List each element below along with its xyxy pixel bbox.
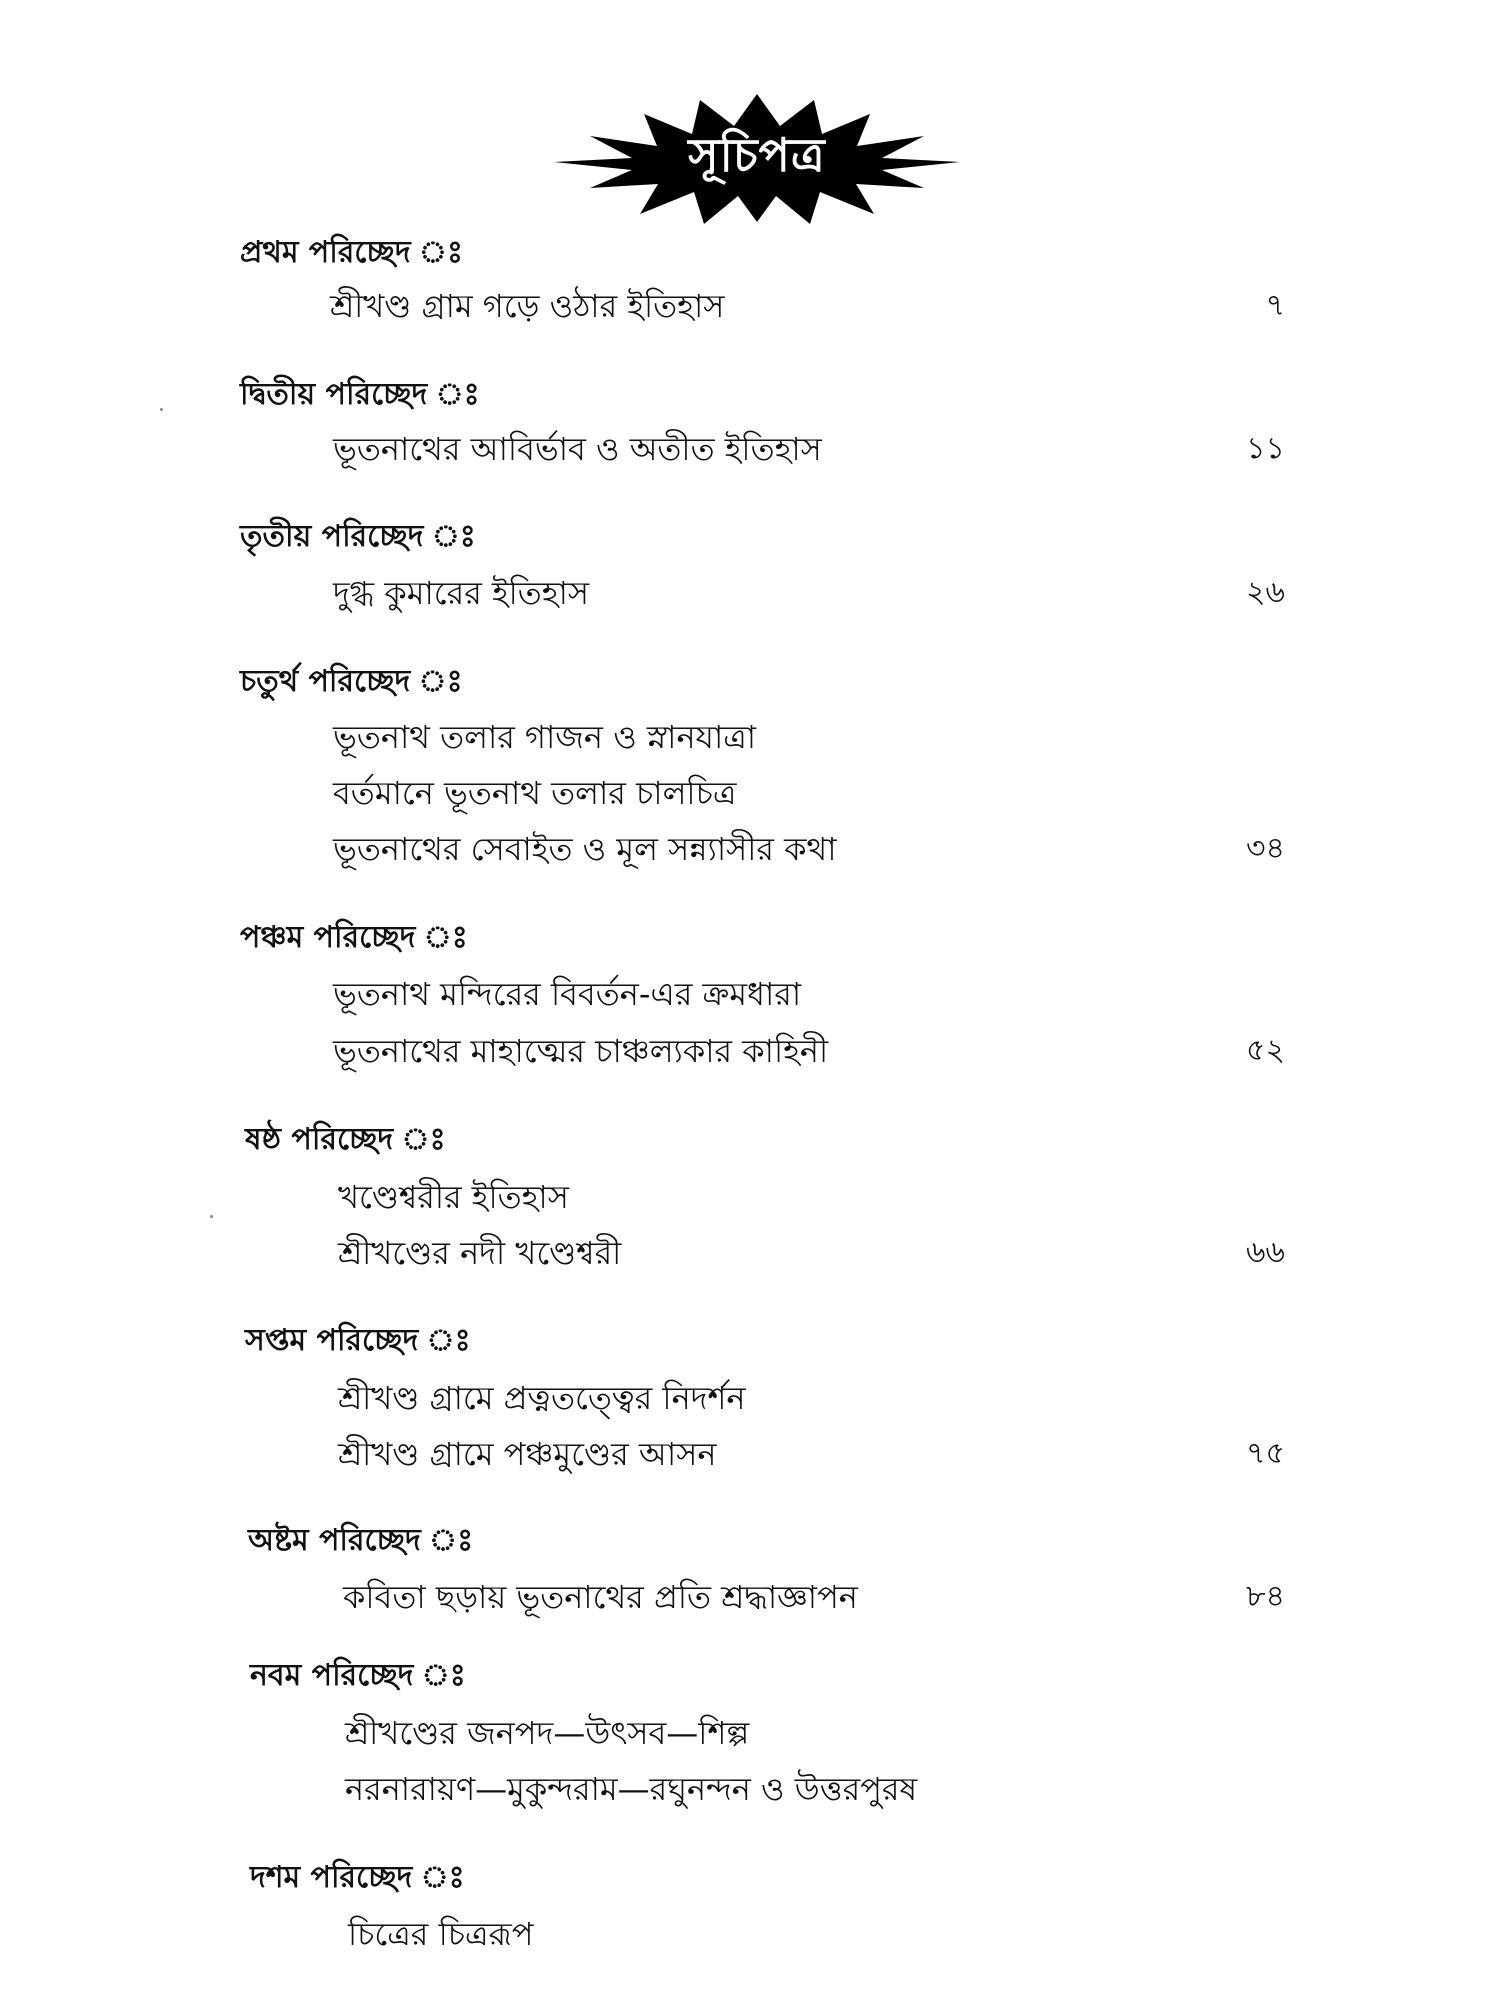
- chapter-heading: ষষ্ঠ পরিচ্ছেদ ঃ: [245, 1122, 446, 1157]
- page-number: ১১: [1246, 431, 1285, 466]
- chapter-entry: শ্রীখণ্ড গ্রামে পঞ্চমুণ্ডের আসন: [338, 1435, 717, 1473]
- chapter-heading: সপ্তম পরিচ্ছেদ ঃ: [245, 1323, 471, 1358]
- scan-speck: [160, 408, 163, 411]
- chapter-entry: ভূতনাথ তলার গাজন ও স্নানযাত্রা: [333, 718, 757, 756]
- page-number: ৭: [1265, 288, 1285, 323]
- chapter-entry: বর্তমানে ভূতনাথ তলার চালচিত্র: [333, 774, 737, 812]
- chapter-heading: পঞ্চম পরিচ্ছেদ ঃ: [240, 920, 468, 955]
- chapter-heading: নবম পরিচ্ছেদ ঃ: [250, 1658, 466, 1693]
- chapter-entry: খণ্ডেশ্বরীর ইতিহাস: [338, 1178, 569, 1216]
- chapter-entry: ভূতনাথ মন্দিরের বিবর্তন-এর ক্রমধারা: [333, 975, 802, 1013]
- chapter-heading: দশম পরিচ্ছেদ ঃ: [250, 1860, 465, 1895]
- chapter-entry: ভূতনাথের মাহাত্মের চাঞ্চল্যকার কাহিনী: [333, 1032, 829, 1070]
- chapter-entry: ভূতনাথের আবির্ভাব ও অতীত ইতিহাস: [333, 430, 822, 468]
- page-number: ৫২: [1246, 1033, 1285, 1068]
- chapter-entry: শ্রীখণ্ডের নদী খণ্ডেশ্বরী: [338, 1234, 622, 1272]
- chapter-entry: শ্রীখণ্ড গ্রাম গড়ে ওঠার ইতিহাস: [330, 287, 725, 325]
- chapter-entry: শ্রীখণ্ড গ্রামে প্রত্নতত্ত্বের নিদর্শন: [338, 1379, 746, 1417]
- chapter-entry: কবিতা ছড়ায় ভূতনাথের প্রতি শ্রদ্ধাজ্ঞাপন: [343, 1578, 858, 1616]
- scan-speck: [210, 1215, 213, 1218]
- page-number: ৬৬: [1245, 1235, 1285, 1270]
- page-number: ৩৪: [1246, 831, 1285, 866]
- chapter-entry: ভূতনাথের সেবাইত ও মূল সন্ন্যাসীর কথা: [333, 830, 837, 868]
- page-number: ২৬: [1245, 575, 1285, 610]
- chapter-entry: নরনারায়ণ—মুকুন্দরাম—রঘুনন্দন ও উত্তরপুরষ: [345, 1770, 918, 1808]
- chapter-entry: দুগ্ধ কুমারের ইতিহাস: [333, 574, 590, 612]
- chapter-heading: দ্বিতীয় পরিচ্ছেদ ঃ: [240, 377, 480, 412]
- page-title: সূচিপত্র: [688, 128, 826, 182]
- page-number: ৮৪: [1246, 1579, 1285, 1614]
- chapter-heading: প্রথম পরিচ্ছেদ ঃ: [240, 235, 463, 270]
- chapter-heading: অষ্টম পরিচ্ছেদ ঃ: [248, 1523, 474, 1558]
- chapter-entry: শ্রীখণ্ডের জনপদ—উৎসব—শিল্প: [345, 1714, 750, 1752]
- chapter-heading: চতুর্থ পরিচ্ছেদ ঃ: [240, 664, 463, 699]
- page-number: ৭৫: [1246, 1436, 1285, 1471]
- chapter-heading: তৃতীয় পরিচ্ছেদ ঃ: [240, 519, 476, 554]
- chapter-entry: চিত্রের চিত্ররূপ: [348, 1915, 534, 1953]
